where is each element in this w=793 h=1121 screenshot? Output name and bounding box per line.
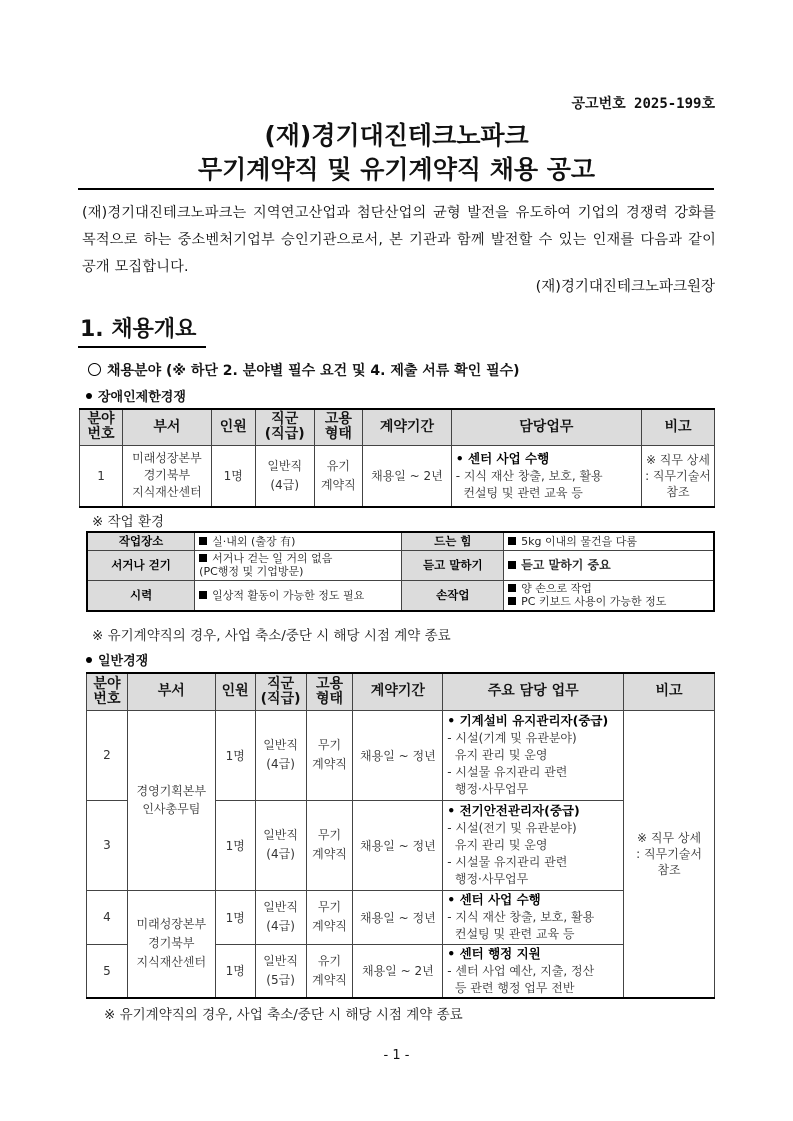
section-underline xyxy=(78,346,206,348)
cell-no: 3 xyxy=(87,800,128,890)
env-key: 서거나 걷기 xyxy=(87,550,195,580)
page-title-line1: (재)경기대진테크노파크 xyxy=(264,121,529,150)
cell-type: 유기 계약직 xyxy=(306,944,353,998)
col-header-type: 고용 형태 xyxy=(314,409,363,445)
cell-count: 1명 xyxy=(215,800,255,890)
circle-icon xyxy=(88,363,101,376)
cell-period: 채용일 ~ 정년 xyxy=(353,800,443,890)
env-value: 양 손으로 작업 PC 키보드 사용이 가능한 정도 xyxy=(504,580,714,611)
cell-grade: 일반직 (5급) xyxy=(255,944,306,998)
square-bullet-icon xyxy=(508,561,516,569)
square-bullet-icon xyxy=(508,537,516,545)
col-header-dept: 부서 xyxy=(123,409,212,445)
cell-duty xyxy=(443,944,624,998)
col-header-period: 계약기간 xyxy=(353,673,443,710)
recruit-table-general xyxy=(86,672,715,999)
col-header-count: 인원 xyxy=(211,409,255,445)
field-line-text: 채용분야 (※ 하단 2. 분야별 필수 요건 및 4. 제출 서류 확인 필수) xyxy=(107,363,520,379)
env-key: 듣고 말하기 xyxy=(402,550,504,580)
square-bullet-icon xyxy=(199,591,207,599)
bullet-icon xyxy=(86,657,92,663)
env-value: 5kg 이내의 물건을 다룸 xyxy=(504,532,714,550)
env-value: 일상적 활동이 가능한 정도 필요 xyxy=(195,580,402,611)
cell-dept: 미래성장본부 경기북부 지식재산센터 xyxy=(123,445,212,507)
cell-no: 2 xyxy=(87,710,128,800)
bullet-icon xyxy=(86,393,92,399)
col-header-duty: 담당업무 xyxy=(451,409,641,445)
general-competition-heading xyxy=(86,650,148,669)
duty-body: - 시설(기계 및 유관분야) 유지 관리 및 운영 - 시설물 유지관리 관련 행정·사무업무 xyxy=(447,731,577,796)
square-bullet-icon xyxy=(508,584,516,592)
duty-body: - 시설(전기 및 유관분야) 유지 관리 및 운영 - 시설물 유지관리 관련 행정·사무업무 xyxy=(447,821,577,886)
duty-body: - 지식 재산 창출, 보호, 활용 컨설팅 및 관련 교육 등 xyxy=(455,468,603,500)
cell-count: 1명 xyxy=(215,944,255,998)
col-header-duty: 주요 담당 업무 xyxy=(443,673,624,710)
env-value: 실·내외 (출장 有) xyxy=(195,532,402,550)
cell-type: 무기 계약직 xyxy=(306,710,353,800)
cell-remark: ※ 직무 상세 : 직무기술서 참조 xyxy=(641,445,714,507)
cell-period: 채용일 ~ 2년 xyxy=(363,445,452,507)
env-key: 시력 xyxy=(87,580,195,611)
contract-note-2: ※ 유기계약직의 경우, 사업 축소/중단 시 해당 시점 계약 종료 xyxy=(104,1007,463,1023)
cell-count: 1명 xyxy=(215,710,255,800)
env-key: 작업장소 xyxy=(87,532,195,550)
contract-note-1: ※ 유기계약직의 경우, 사업 축소/중단 시 해당 시점 계약 종료 xyxy=(92,628,451,644)
table-row xyxy=(87,890,715,944)
duty-title: • 센터 사업 수행 xyxy=(447,892,541,907)
cell-count: 1명 xyxy=(211,445,255,507)
square-bullet-icon xyxy=(199,537,207,545)
work-environment-table xyxy=(86,531,715,612)
page-number: - 1 - xyxy=(383,1048,410,1063)
cell-duty xyxy=(443,800,624,890)
duty-body: - 센터 사업 예산, 지출, 정산 등 관련 행정 업무 전반 xyxy=(447,963,595,995)
col-header-remark: 비고 xyxy=(641,409,714,445)
cell-grade: 일반직 (4급) xyxy=(255,800,306,890)
recruit-table-disabled xyxy=(79,408,715,508)
page-title-line2: 무기계약직 및 유기계약직 채용 공고 xyxy=(197,155,596,184)
cell-duty xyxy=(451,445,641,507)
title-divider xyxy=(78,188,714,190)
cell-no: 4 xyxy=(87,890,128,944)
square-bullet-icon xyxy=(199,554,207,562)
col-header-field-no: 분야 번호 xyxy=(87,673,128,710)
field-line xyxy=(88,360,520,380)
col-header-remark: 비고 xyxy=(624,673,715,710)
cell-period: 채용일 ~ 2년 xyxy=(353,944,443,998)
cell-dept: 미래성장본부 경기북부 지식재산센터 xyxy=(127,890,215,998)
table-row xyxy=(80,445,715,507)
cell-count: 1명 xyxy=(215,890,255,944)
duty-title: • 센터 행정 지원 xyxy=(447,945,541,961)
square-bullet-icon xyxy=(508,597,516,605)
cell-remark: ※ 직무 상세 : 직무기술서 참조 xyxy=(624,710,715,998)
disabled-competition-label: 장애인제한경쟁 xyxy=(98,390,186,405)
cell-period: 채용일 ~ 정년 xyxy=(353,710,443,800)
cell-type: 무기 계약직 xyxy=(306,800,353,890)
intro-paragraph: (재)경기대진테크노파크는 지역연고산업과 첨단산업의 균형 발전을 유도하여 기업의 경쟁력 강화를 목적으로 하는 중소벤처기업부 승인기관으로서, 본 기관과 함께 발전할 수 있는 인재를 다음과 같이 공개 모집합니다. xyxy=(82,205,716,275)
duty-title: • 전기안전관리자(중급) xyxy=(447,803,580,818)
cell-dept: 경영기획본부 인사총무팀 xyxy=(127,710,215,890)
signer: (재)경기대진테크노파크원장 xyxy=(535,279,715,295)
notice-number: 공고번호 2025-199호 xyxy=(571,96,715,112)
cell-duty xyxy=(443,890,624,944)
cell-grade: 일반직 (4급) xyxy=(255,890,306,944)
col-header-dept: 부서 xyxy=(127,673,215,710)
cell-duty xyxy=(443,710,624,800)
cell-type: 유기 계약직 xyxy=(314,445,363,507)
col-header-type: 고용 형태 xyxy=(306,673,353,710)
col-header-grade: 직군 (직급) xyxy=(255,409,314,445)
cell-period: 채용일 ~ 정년 xyxy=(353,890,443,944)
col-header-grade: 직군 (직급) xyxy=(255,673,306,710)
col-header-period: 계약기간 xyxy=(363,409,452,445)
cell-no: 5 xyxy=(87,944,128,998)
general-competition-label: 일반경쟁 xyxy=(98,654,149,669)
disabled-competition-heading xyxy=(86,386,186,405)
env-key: 손작업 xyxy=(402,580,504,611)
env-key: 드는 힘 xyxy=(402,532,504,550)
section-title: 1. 채용개요 xyxy=(80,317,197,342)
env-value: 서거나 걷는 일 거의 없음 (PC행정 및 기업방문) xyxy=(195,550,402,580)
cell-no: 1 xyxy=(80,445,123,507)
cell-grade: 일반직 (4급) xyxy=(255,445,314,507)
col-header-field-no: 분야 번호 xyxy=(80,409,123,445)
duty-title: • 기계설비 유지관리자(중급) xyxy=(447,713,609,728)
work-env-label: ※ 작업 환경 xyxy=(92,514,165,530)
env-value: 듣고 말하기 중요 xyxy=(504,550,714,580)
cell-grade: 일반직 (4급) xyxy=(255,710,306,800)
col-header-count: 인원 xyxy=(215,673,255,710)
duty-title: • 센터 사업 수행 xyxy=(455,450,550,466)
table-row xyxy=(87,710,715,800)
duty-body: - 지식 재산 창출, 보호, 활용 컨설팅 및 관련 교육 등 xyxy=(447,910,595,941)
cell-type: 무기 계약직 xyxy=(306,890,353,944)
